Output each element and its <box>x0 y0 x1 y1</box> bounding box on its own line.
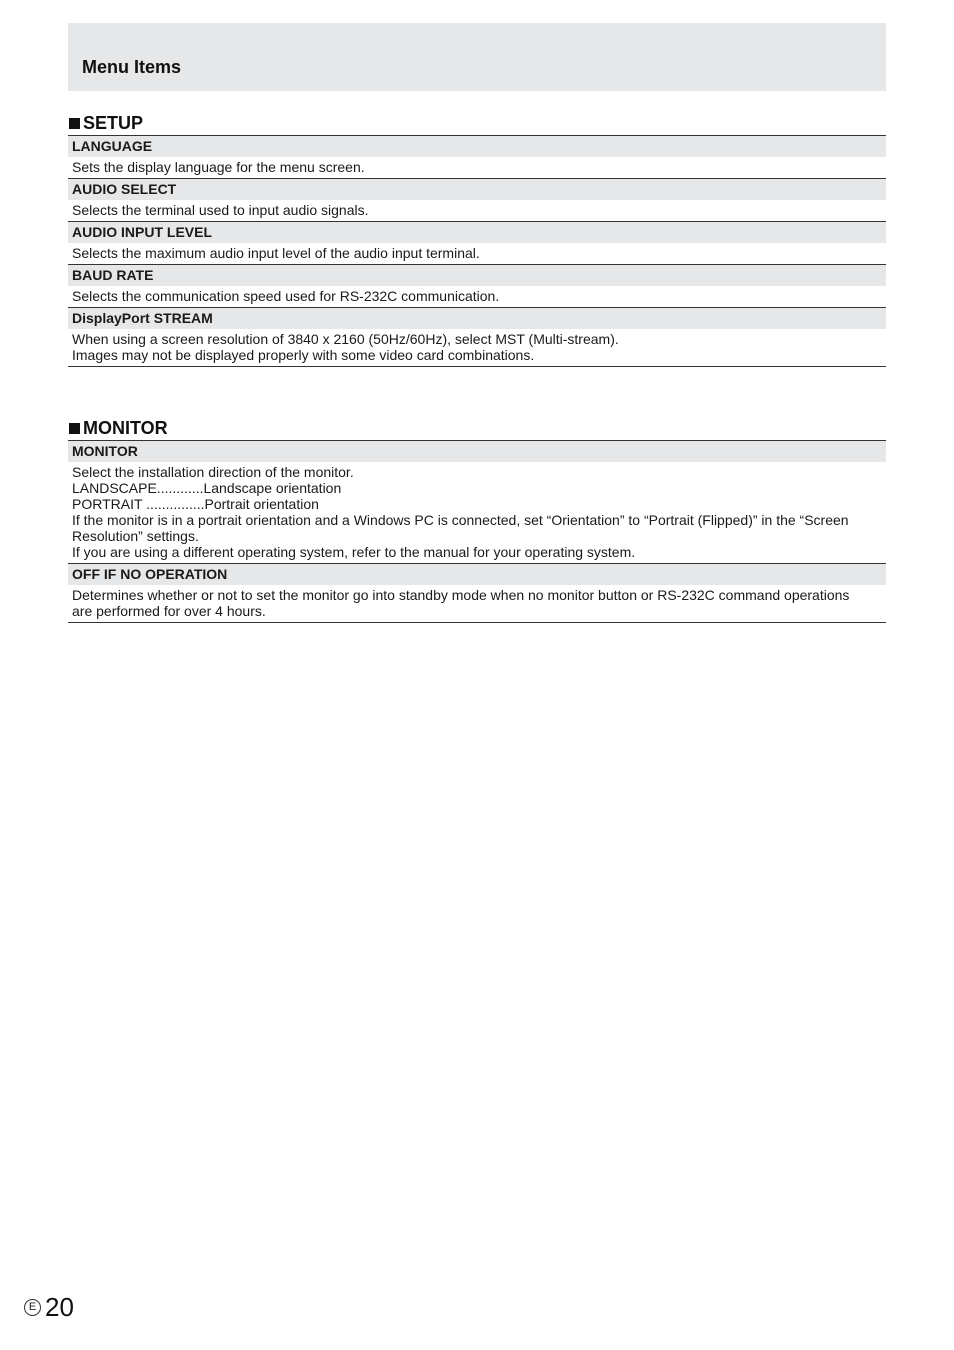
item-label-baud-rate: BAUD RATE <box>68 265 886 286</box>
item-description-displayport-stream <box>68 329 886 367</box>
description-line: Sets the display language for the menu screen. <box>72 159 365 175</box>
section-heading-setup <box>68 112 886 134</box>
item-description-off-if-no-operation <box>68 585 886 623</box>
black-square-icon <box>69 423 80 434</box>
item-description-audio-input-level <box>68 243 886 265</box>
section-heading-label: SETUP <box>83 113 144 133</box>
description-line: PORTRAIT ...............Portrait orientation <box>72 496 319 512</box>
description-line: Selects the maximum audio input level of the audio input terminal. <box>72 245 480 261</box>
item-label-audio-select: AUDIO SELECT <box>68 179 886 200</box>
item-description-monitor <box>68 462 886 564</box>
menu-items-banner <box>68 23 886 91</box>
language-mark-icon: E <box>24 1299 41 1316</box>
page-number: 20 <box>45 1292 74 1322</box>
description-line: When using a screen resolution of 3840 x 2160 (50Hz/60Hz), select MST (Multi-stream). <box>72 331 619 347</box>
item-label-language: LANGUAGE <box>68 136 886 157</box>
setup-section <box>68 112 886 367</box>
description-line: Resolution” settings. <box>72 528 199 544</box>
page-footer <box>24 1292 74 1323</box>
description-line: Select the installation direction of the monitor. <box>72 464 354 480</box>
item-label-off-if-no-operation: OFF IF NO OPERATION <box>68 564 886 585</box>
monitor-section <box>68 417 886 623</box>
item-description-language <box>68 157 886 179</box>
item-label-monitor: MONITOR <box>68 441 886 462</box>
monitor-table <box>68 440 886 623</box>
section-heading-monitor <box>68 417 886 439</box>
page-title: Menu Items <box>82 57 182 77</box>
description-line: Images may not be displayed properly with some video card combinations. <box>72 347 535 363</box>
description-line: If you are using a different operating system, refer to the manual for your operating system. <box>72 544 636 560</box>
black-square-icon <box>69 118 80 129</box>
description-line: Determines whether or not to set the monitor go into standby mode when no monitor button or RS-232C command operations <box>72 587 850 603</box>
item-description-baud-rate <box>68 286 886 308</box>
section-heading-label: MONITOR <box>83 418 168 438</box>
description-line: If the monitor is in a portrait orientation and a Windows PC is connected, set “Orientation” to “Portrait (Flipped)” in the “Screen <box>72 512 849 528</box>
item-description-audio-select <box>68 200 886 222</box>
item-label-displayport-stream: DisplayPort STREAM <box>68 308 886 329</box>
item-label-audio-input-level: AUDIO INPUT LEVEL <box>68 222 886 243</box>
description-line: are performed for over 4 hours. <box>72 603 266 619</box>
description-line: Selects the communication speed used for RS-232C communication. <box>72 288 500 304</box>
description-line: LANDSCAPE............Landscape orientation <box>72 480 342 496</box>
setup-table <box>68 135 886 367</box>
description-line: Selects the terminal used to input audio signals. <box>72 202 369 218</box>
